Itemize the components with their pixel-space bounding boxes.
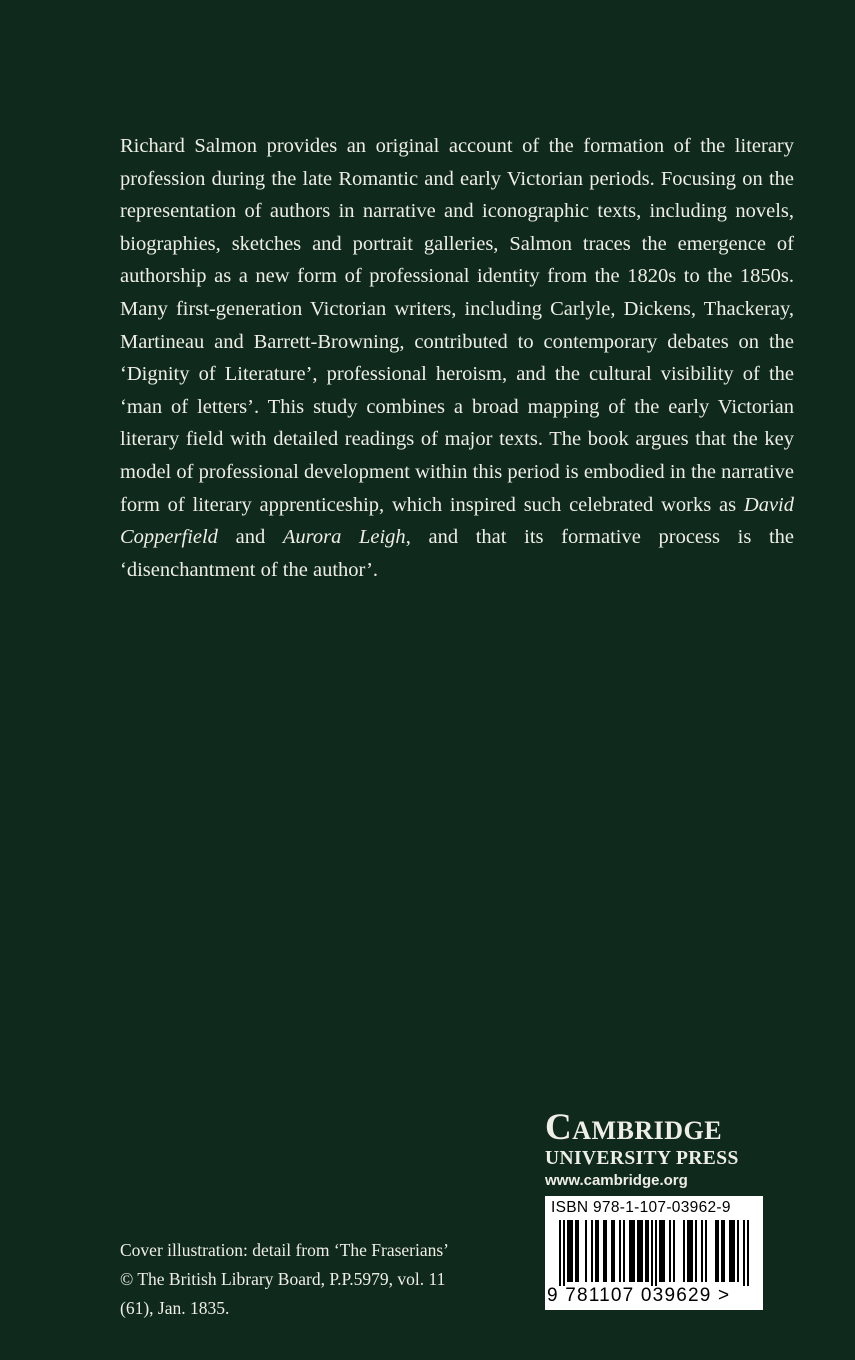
- barcode-bar: [747, 1220, 749, 1286]
- barcode-bars: [545, 1218, 763, 1286]
- barcode-bar: [715, 1220, 719, 1282]
- barcode-bar: [737, 1220, 739, 1282]
- barcode-bar: [603, 1220, 607, 1282]
- credit-line-1: Cover illustration: detail from ‘The Fraserians’: [120, 1240, 450, 1260]
- publisher-url: www.cambridge.org: [545, 1172, 688, 1189]
- publisher-logo: [545, 1108, 765, 1192]
- barcode-bar: [645, 1220, 649, 1282]
- barcode-bar: [623, 1220, 625, 1282]
- barcode-bar: [695, 1220, 697, 1282]
- publisher-name: Cambridge: [545, 1107, 723, 1148]
- isbn-label: ISBN 978-1-107-03962-9: [551, 1199, 731, 1216]
- blurb-title-aurora-leigh: Aurora Leigh: [282, 526, 406, 549]
- barcode-bar: [567, 1220, 573, 1282]
- barcode-bar: [611, 1220, 615, 1282]
- barcode-bar: [637, 1220, 643, 1282]
- barcode-bar: [683, 1220, 685, 1282]
- barcode-bar: [651, 1220, 653, 1286]
- credit-line-2: © The British Library Board, P.P.5979, vol. 11: [120, 1269, 446, 1289]
- blurb-text-3: , and that its formative process is the ‘disenchantment of the author’.: [120, 526, 794, 581]
- credit-line-3: (61), Jan. 1835.: [120, 1298, 230, 1318]
- barcode-bar: [619, 1220, 621, 1282]
- barcode-bar: [585, 1220, 587, 1282]
- blurb-text-1: Richard Salmon provides an original account of the formation of the literary profession during the late Romantic and early Victorian periods. Focusing on the representation of authors in narrative and iconographic texts, including novels, biographies, sketches and portrait galleries, Salmon traces the emergence of authorship as a new form of professional identity from the 1820s to the 1850s. Many first-generation Victorian writers, including Carlyle, Dickens, Thackeray, Martineau and Barrett-Browning, contributed to contemporary debates on the ‘Dignity of Literature’, professional heroism, and the cultural visibility of the ‘man of letters’. This study combines a broad mapping of the early Victorian literary field with detailed readings of major texts. The book argues that the key model of professional development within this period is embodied in the narrative form of literary apprenticeship, which inspired such celebrated works as: [120, 135, 794, 516]
- barcode-bar: [687, 1220, 693, 1282]
- back-cover-blurb: [120, 130, 794, 586]
- barcode-bar: [629, 1220, 635, 1282]
- barcode-bar: [575, 1220, 579, 1282]
- barcode-digits: 9 781107 039629 >: [547, 1285, 731, 1306]
- barcode-bar: [591, 1220, 593, 1282]
- blurb-title-david-copperfield: David Copperfield: [120, 493, 794, 549]
- barcode-bar: [721, 1220, 725, 1282]
- barcode-bar: [655, 1220, 657, 1286]
- barcode-bar: [669, 1220, 671, 1282]
- blurb-text-2: and: [217, 526, 283, 549]
- cover-illustration-credit: [120, 1236, 460, 1323]
- barcode-bar: [659, 1220, 665, 1282]
- barcode-bar: [673, 1220, 675, 1282]
- barcode-bar: [705, 1220, 707, 1282]
- barcode-bar: [563, 1220, 565, 1286]
- barcode-bar: [729, 1220, 735, 1282]
- isbn-barcode: [545, 1196, 763, 1310]
- barcode-bar: [701, 1220, 703, 1282]
- barcode-bar: [743, 1220, 745, 1286]
- publisher-subtitle: UNIVERSITY PRESS: [545, 1148, 739, 1169]
- barcode-bar: [559, 1220, 561, 1286]
- barcode-bar: [595, 1220, 599, 1282]
